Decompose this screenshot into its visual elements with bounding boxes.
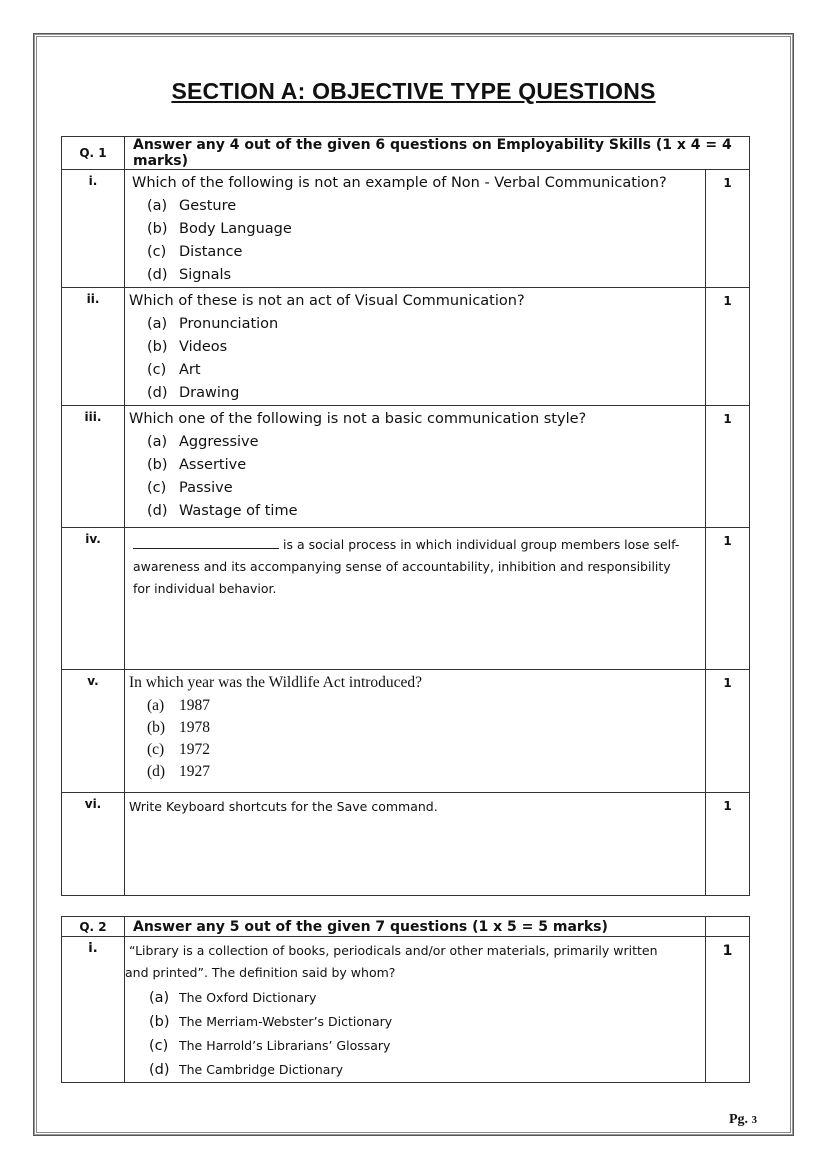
question-body [125,170,706,288]
option-b: (b) Videos [147,339,228,355]
option-b: (b) The Merriam-Webster’s Dictionary [149,1014,393,1030]
question-number: i. [62,937,125,1083]
option-list [147,313,705,405]
page-number: Pg. 3 [728,1112,757,1127]
question-text: “Library is a collection of books, periodicals and/or other materials, primarily written and printed”. The definition said by whom? [125,943,658,980]
q1-table [61,136,750,896]
option-b: (b) Assertive [147,457,247,473]
option-list [147,695,705,783]
option-d: (d) Signals [147,267,232,283]
question-body [125,670,706,793]
question-text: Which of these is not an act of Visual Communication? [129,293,525,309]
option-c: (c) The Harrold’s Librarians’ Glossary [149,1038,391,1054]
question-number: i. [62,170,125,288]
q2-header-row [62,917,750,937]
question-row [62,937,750,1083]
option-list [147,431,705,523]
question-marks: 1 [706,406,750,528]
question-marks: 1 [706,170,750,288]
option-c: (c) Art [147,362,201,378]
option-d: (d) Drawing [147,385,240,401]
section-title: SECTION A: OBJECTIVE TYPE QUESTIONS [171,78,656,104]
q1-header-row [62,137,750,170]
option-b: (b) Body Language [147,221,292,237]
answer-blank [133,536,279,549]
option-d: (d) The Cambridge Dictionary [149,1062,343,1078]
q2-number: Q. 2 [62,917,125,937]
option-a: (a) Pronunciation [147,316,279,332]
question-text: Write Keyboard shortcuts for the Save command. [129,799,438,814]
option-a: (a) 1987 [147,697,210,714]
question-body [125,528,706,670]
question-number: iv. [62,528,125,670]
q2-header-marks-cell [706,917,750,937]
question-row [62,528,750,670]
option-list [147,195,705,287]
q1-instruction: Answer any 4 out of the given 6 questions on Employability Skills (1 x 4 = 4 marks) [125,137,750,170]
fill-in-blank-text: is a social process in which individual group members lose self-awareness and its accompanying sense of accountability, inhibition and responsibility for individual behavior. [133,537,680,596]
option-c: (c) 1972 [147,741,210,758]
q2-table [61,916,750,1083]
question-text: Which of the following is not an example of Non - Verbal Communication? [132,175,667,191]
question-number: iii. [62,406,125,528]
option-a: (a) Aggressive [147,434,259,450]
question-text: In which year was the Wildlife Act introduced? [129,674,423,691]
question-body [125,937,706,1083]
q1-number: Q. 1 [62,137,125,170]
option-b: (b) 1978 [147,719,210,736]
option-a: (a) The Oxford Dictionary [149,990,317,1006]
question-row [62,288,750,406]
option-a: (a) Gesture [147,198,237,214]
question-marks: 1 [706,793,750,896]
question-number: ii. [62,288,125,406]
option-d: (d) Wastage of time [147,503,298,519]
question-row [62,670,750,793]
option-c: (c) Passive [147,480,233,496]
question-text: Which one of the following is not a basic communication style? [129,411,587,427]
question-row [62,406,750,528]
question-body [125,793,706,896]
question-marks: 1 [706,937,750,1083]
question-row [62,793,750,896]
question-row [62,170,750,288]
question-number: v. [62,670,125,793]
option-c: (c) Distance [147,244,243,260]
question-body [125,288,706,406]
question-body [125,406,706,528]
question-marks: 1 [706,528,750,670]
option-list [149,986,705,1082]
question-number: vi. [62,793,125,896]
option-d: (d) 1927 [147,763,210,780]
q2-instruction: Answer any 5 out of the given 7 questions (1 x 5 = 5 marks) [125,917,706,937]
question-marks: 1 [706,670,750,793]
question-marks: 1 [706,288,750,406]
